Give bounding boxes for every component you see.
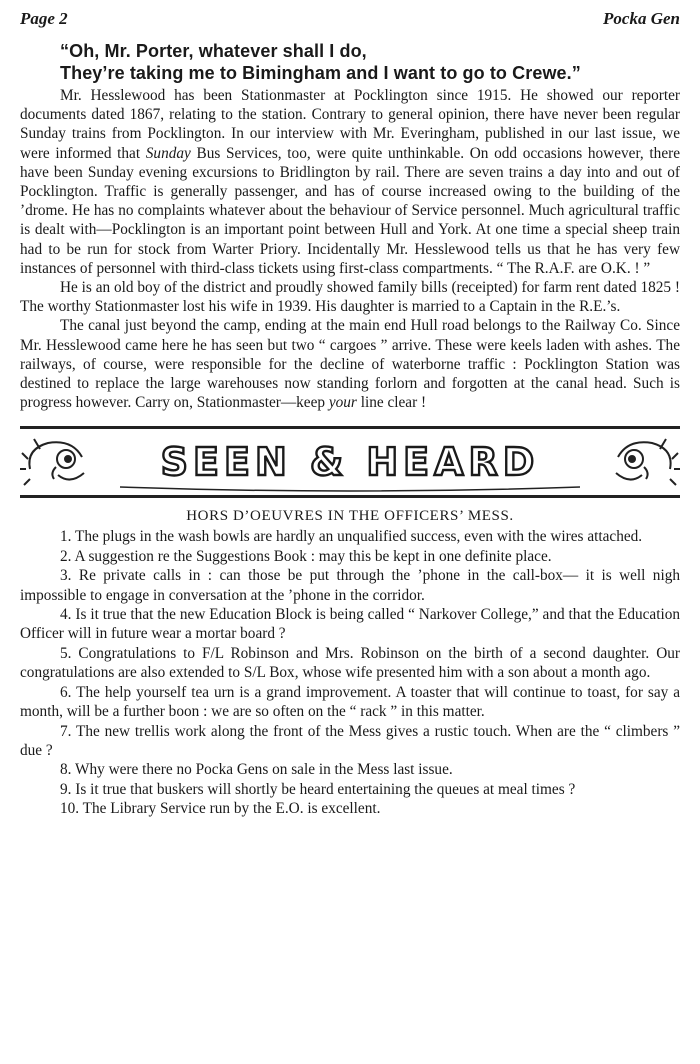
article-paragraph: He is an old boy of the district and proudly showed family bills (receipted) for farm rent dated 1825 ! The worthy Stationmaster lost his wife in 1939. His daughter is married to a Captain in the R.E.’s.: [20, 279, 680, 316]
left-face-icon: [20, 439, 84, 485]
list-item: 9. Is it true that buskers will shortly be heard entertaining the queues at meal times ?: [60, 780, 576, 798]
list-item: 10. The Library Service run by the E.O. is excellent.: [60, 800, 381, 818]
article-body: [20, 86, 680, 412]
list-item: 7. The new trellis work along the front of the Mess gives a rustic touch. When are the “ climbers ” due ?: [20, 722, 680, 759]
article-text: Mr. Hesslewood has been Stationmaster at Pocklington since 1915. He showed our reporter documents dated 1867, relating to the station. Contrary to general opinion, there have never been regular Sunday trains from Pocklington. In our interview with Mr. Everingham, published in our last issue, we were informed that: [20, 87, 680, 162]
list-item: 5. Congratulations to F/L Robinson and Mrs. Robinson on the birth of a second daughter. Our congratulations are also extended to S/L Box, whose wife presented him with a son about a month ago.: [20, 644, 680, 682]
banner-title: SEEN & HEARD: [160, 440, 540, 485]
seen-and-heard-banner: [20, 426, 680, 498]
article-text: The canal just beyond the camp, ending at the main end Hull road belongs to the Railway Co. Since Mr. Hesslewood came here he has seen but two “ cargoes ” arrive. These were keels laden with ashes. The railways, of course, were responsible for the decline of waterborne traffic : Pocklington Station was destined to replace the large warehouses now standing forlorn and forgotten at the canal head. Such is progress however. Carry on, Stationmaster—keep: [20, 317, 680, 412]
list-item: 4. Is it true that the new Education Block is being called “ Narkover College,” and that the Education Officer will in future wear a mortar board ?: [20, 606, 680, 643]
article-paragraph: [20, 316, 680, 412]
article-emphasis: Sunday: [145, 144, 191, 162]
article-paragraph: [20, 86, 680, 278]
page-header: [20, 8, 680, 32]
publication-name: Pocka Gen: [603, 9, 680, 28]
article-emphasis: your: [328, 394, 357, 412]
list-item: 3. Re private calls in : can those be put through the ’phone in the call-box— it is well nigh impossible to engage in conversation at the ’phone in the corridor.: [20, 567, 680, 604]
headline-line-1: “Oh, Mr. Porter, whatever shall I do,: [60, 41, 367, 61]
article-text: line clear !: [356, 394, 427, 412]
list-item: 2. A suggestion re the Suggestions Book : may this be kept in one definite place.: [60, 547, 552, 565]
right-face-icon: [616, 439, 680, 485]
banner-artwork: [20, 429, 680, 495]
newsletter-page: [20, 8, 680, 819]
section-title: HORS D’OEUVRES IN THE OFFICERS’ MESS.: [186, 508, 514, 525]
page-number: Page 2: [20, 9, 68, 28]
article-text: Bus Services, too, were quite unthinkable. On odd occasions however, there have been Sunday evening excursions to Bridlington by rail. There are seven trains a day into and out of Pocklington. Traffic is generally passenger, and has of course increased owing to the building of the ’drome. He has no complaints whatever about the behaviour of Service personnel. Much agricultural traffic is dealt with—Pocklington is an important point between Hull and York. At one time a special sheep train had to be run for stock from Warter Priory. Incidentally Mr. Hesslewood tells us that he has very few instances of personnel with third-class tickets using first-class compartments. “ The R.A.F. are O.K. ! ”: [20, 144, 680, 277]
list-item: 8. Why were there no Pocka Gens on sale in the Mess last issue.: [60, 761, 453, 779]
list-item: 1. The plugs in the wash bowls are hardly an unqualified success, even with the wires attached.: [60, 528, 643, 546]
list-item: 6. The help yourself tea urn is a grand improvement. A toaster that will continue to toast, for say a month, will be a further boon : we are so often on the “ rack ” in this matter.: [20, 683, 680, 721]
mess-items-list: [20, 527, 680, 818]
headline-line-2: They’re taking me to Bimingham and I want to go to Crewe.”: [60, 63, 581, 83]
article-headline: [60, 40, 680, 84]
